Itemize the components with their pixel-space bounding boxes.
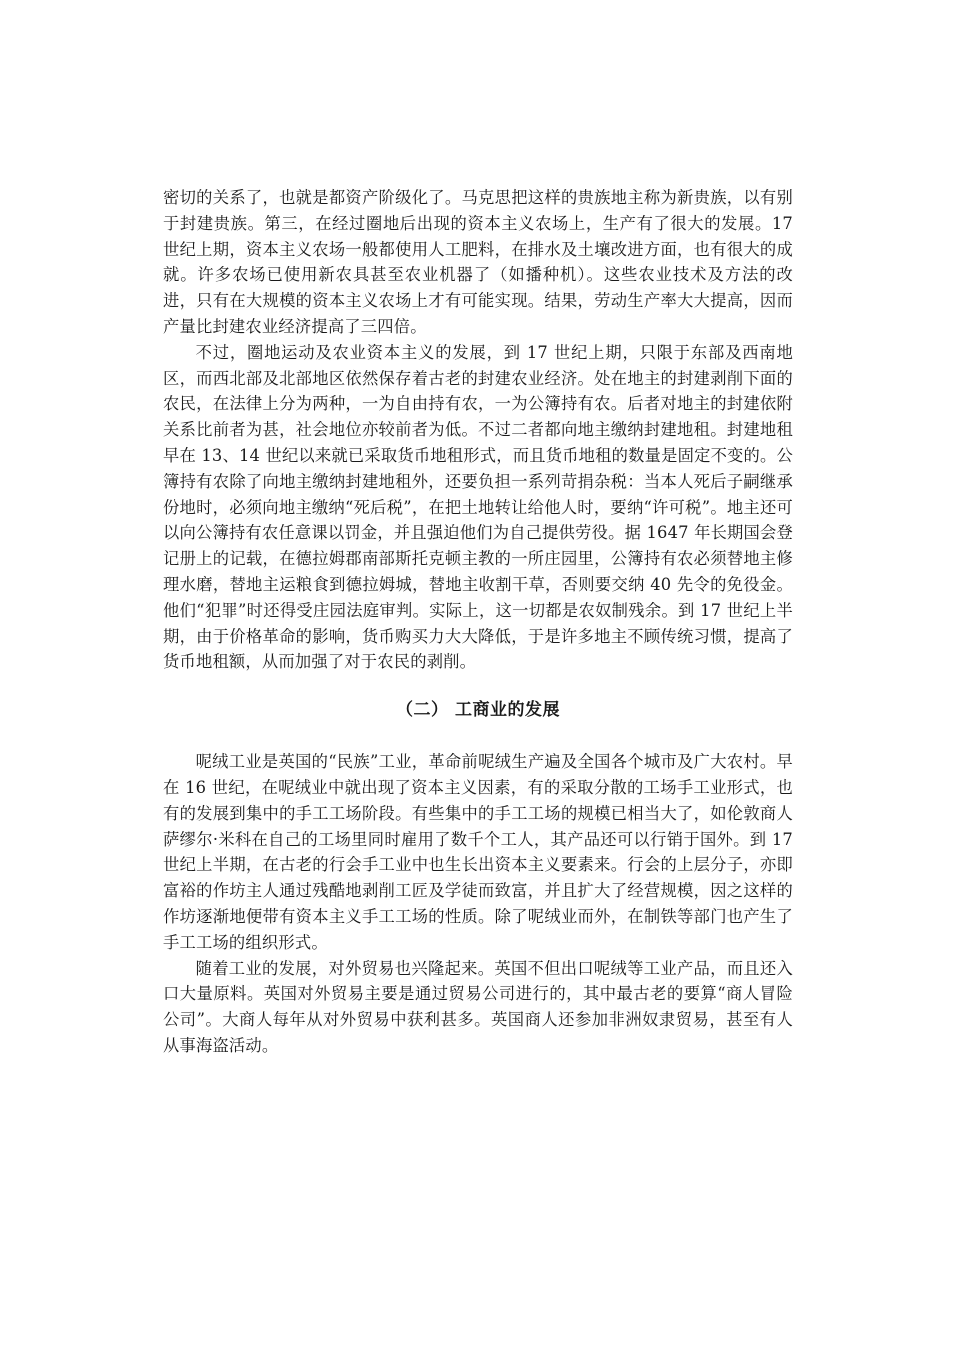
paragraph-enclosure-feudal-rent: 不过，圈地运动及农业资本主义的发展，到 17 世纪上期，只限于东部及西南地区，而西北部及北部地区依然保存着古老的封建农业经济。处在地主的封建剥削下面的农民，在法律上分为两种，一为自由持有农，一为公簿持有农。后者对地主的封建依附关系比前者为甚，社会地位亦较前者为低。不过二者都向地主缴纳封建地租。封建地租早在 13、14 世纪以来就已采取货币地租形式，而且货币地租的数量是固定不变的。公簿持有农除了向地主缴纳封建地租外，还要负担一系列苛捐杂税：当本人死后子嗣继承份地时，必须向地主缴纳“死后税”，在把土地转让给他人时，要纳“许可税”。地主还可以向公簿持有农任意课以罚金，并且强迫他们为自己提供劳役。据 1647 年长期国会登记册上的记载，在德拉姆郡南部斯托克顿主教的一所庄园里，公簿持有农必须替地主修理水磨，替地主运粮食到德拉姆城，替地主收割干草，否则要交纳 40 先令的免役金。他们“犯罪”时还得受庄园法庭审判。实际上，这一切都是农奴制残余。到 17 世纪上半期，由于价格革命的影响，货币购买力大大降低，于是许多地主不顾传统习惯，提高了货币地租额，从而加强了对于农民的剥削。 [163, 342, 793, 672]
paragraph-foreign-trade: 随着工业的发展，对外贸易也兴隆起来。英国不但出口呢绒等工业产品，而且还入口大量原料。英国对外贸易主要是通过贸易公司进行的，其中最古老的要算“商人冒险公司”。大商人每年从对外贸易中获利甚多。英国商人还参加非洲奴隶贸易，甚至有人从事海盗活动。 [163, 958, 793, 1055]
paragraph-woolen-industry: 呢绒工业是英国的“民族”工业，革命前呢绒生产遍及全国各个城市及广大农村。早在 16 世纪，在呢绒业中就出现了资本主义因素，有的采取分散的工场手工业形式，也有的发展到集中的手工工场阶段。有些集中的手工工场的规模已相当大了，如伦敦商人萨缪尔·米科在自己的工场里同时雇用了数千个工人，其产品还可以行销于国外。到 17 世纪上半期，在古老的行会手工业中也生长出资本主义要素来。行会的上层分子，亦即富裕的作坊主人通过残酷地剥削工匠及学徒而致富，并且扩大了经营规模，因之这样的作坊逐渐地便带有资本主义手工工场的性质。除了呢绒业而外，在制铁等部门也产生了手工工场的组织形式。 [163, 752, 793, 952]
section-heading: （二） 工商业的发展 [396, 700, 560, 721]
document-page [163, 185, 793, 1059]
paragraph-continuation: 密切的关系了，也就是都资产阶级化了。马克思把这样的贵族地主称为新贵族，以有别于封建贵族。第三，在经过圈地后出现的资本主义农场上，生产有了很大的发展。17 世纪上期，资本主义农场一般都使用人工肥料，在排水及土壤改进方面，也有很大的成就。许多农场已使用新农具甚至农业机器了（如播种机）。这些农业技术及方法的改进，只有在大规模的资本主义农场上才有可能实现。结果，劳动生产率大大提高，因而产量比封建农业经济提高了三四倍。 [163, 188, 793, 336]
